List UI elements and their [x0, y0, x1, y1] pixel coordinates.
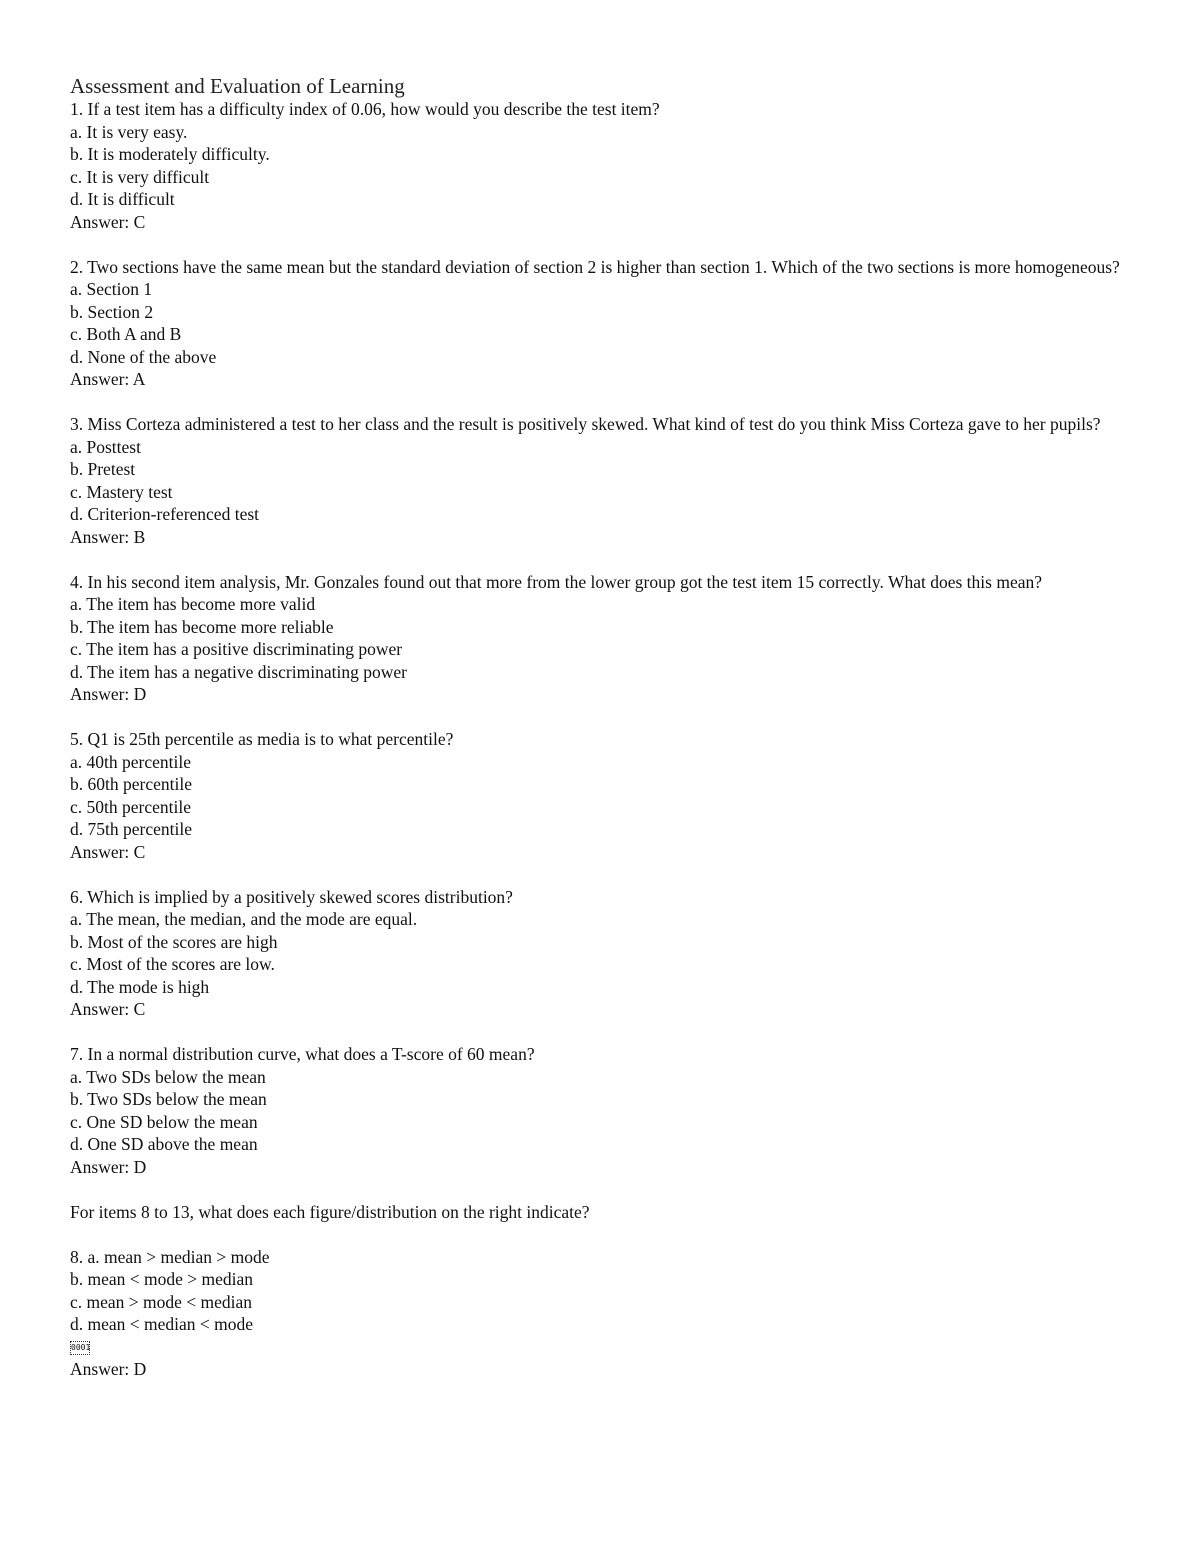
- option-text: d. 75th percentile: [70, 819, 192, 839]
- question-1: [70, 98, 1140, 233]
- option-text: a. Two SDs below the mean: [70, 1066, 266, 1087]
- answer-text: Answer: C: [70, 841, 146, 862]
- answer-text: Answer: C: [70, 999, 146, 1019]
- option-text: a. 40th percentile: [70, 751, 191, 772]
- spacer: [70, 548, 1140, 571]
- option-text: d. The mode is high: [70, 976, 210, 997]
- answer-text: Answer: D: [70, 1359, 147, 1380]
- option-text: d. The item has a negative discriminating power: [70, 661, 407, 682]
- question-2: [70, 256, 1140, 391]
- document-page: [70, 74, 1140, 1381]
- option-text: b. Pretest: [70, 459, 136, 479]
- option-text: a. Section 1: [70, 279, 153, 299]
- option-text: b. 60th percentile: [70, 774, 192, 794]
- instruction-text: For items 8 to 13, what does each figure/distribution on the right indicate?: [70, 1201, 590, 1222]
- spacer: [70, 391, 1140, 414]
- spacer: [70, 1178, 1140, 1201]
- option-text: c. It is very difficult: [70, 166, 210, 187]
- question-stem: 5. Q1 is 25th percentile as media is to what percentile?: [70, 729, 454, 749]
- question-stem: 4. In his second item analysis, Mr. Gonzales found out that more from the lower group got the test item 15 correctly. What does this mean?: [70, 571, 1042, 592]
- option-text: a. The item has become more valid: [70, 594, 316, 614]
- option-text: d. Criterion-referenced test: [70, 504, 260, 524]
- option-text: b. Two SDs below the mean: [70, 1089, 267, 1109]
- option-text: 8. a. mean > median > mode: [70, 1246, 270, 1267]
- question-6: [70, 886, 1140, 1021]
- option-text: c. Mastery test: [70, 481, 173, 502]
- question-stem: 3. Miss Corteza administered a test to her class and the result is positively skewed. What kind of test do you think Miss Corteza gave to her pupils?: [70, 414, 1101, 434]
- answer-text: Answer: A: [70, 369, 146, 389]
- question-stem: 6. Which is implied by a positively skewed scores distribution?: [70, 886, 513, 907]
- document-title: Assessment and Evaluation of Learning: [70, 74, 405, 98]
- answer-text: Answer: D: [70, 684, 147, 704]
- option-text: c. Most of the scores are low.: [70, 954, 275, 974]
- option-text: b. It is moderately difficulty.: [70, 144, 270, 164]
- missing-glyph-icon: 0001: [70, 1341, 90, 1355]
- option-text: c. 50th percentile: [70, 796, 191, 817]
- option-text: c. mean > mode < median: [70, 1291, 253, 1312]
- spacer: [70, 706, 1140, 729]
- option-text: c. The item has a positive discriminating power: [70, 639, 403, 659]
- option-text: d. It is difficult: [70, 189, 175, 209]
- question-list: [70, 98, 1140, 1201]
- answer-text: Answer: D: [70, 1156, 147, 1177]
- question-3: [70, 413, 1140, 548]
- option-text: b. The item has become more reliable: [70, 616, 334, 637]
- missing-glyph-line: [70, 1336, 1140, 1359]
- spacer: [70, 1223, 1140, 1246]
- option-text: a. Posttest: [70, 436, 141, 457]
- option-text: c. One SD below the mean: [70, 1111, 258, 1132]
- option-text: d. One SD above the mean: [70, 1134, 258, 1154]
- option-text: a. It is very easy.: [70, 121, 188, 142]
- spacer: [70, 863, 1140, 886]
- question-stem: 1. If a test item has a difficulty index of 0.06, how would you describe the test item?: [70, 99, 660, 119]
- option-text: d. mean < median < mode: [70, 1314, 254, 1334]
- option-text: d. None of the above: [70, 346, 217, 367]
- question-8: [70, 1246, 1140, 1381]
- question-7: [70, 1043, 1140, 1178]
- answer-text: Answer: B: [70, 526, 146, 547]
- option-text: c. Both A and B: [70, 324, 182, 344]
- question-5: [70, 728, 1140, 863]
- spacer: [70, 233, 1140, 256]
- question-stem: 2. Two sections have the same mean but the standard deviation of section 2 is higher than section 1. Which of the two sections is more homogeneous?: [70, 256, 1120, 277]
- question-stem: 7. In a normal distribution curve, what does a T-score of 60 mean?: [70, 1044, 535, 1064]
- answer-text: Answer: C: [70, 211, 146, 232]
- option-text: b. Most of the scores are high: [70, 931, 278, 952]
- option-text: b. Section 2: [70, 301, 154, 322]
- spacer: [70, 1021, 1140, 1044]
- option-text: a. The mean, the median, and the mode are equal.: [70, 909, 418, 929]
- question-4: [70, 571, 1140, 706]
- option-text: b. mean < mode > median: [70, 1269, 254, 1289]
